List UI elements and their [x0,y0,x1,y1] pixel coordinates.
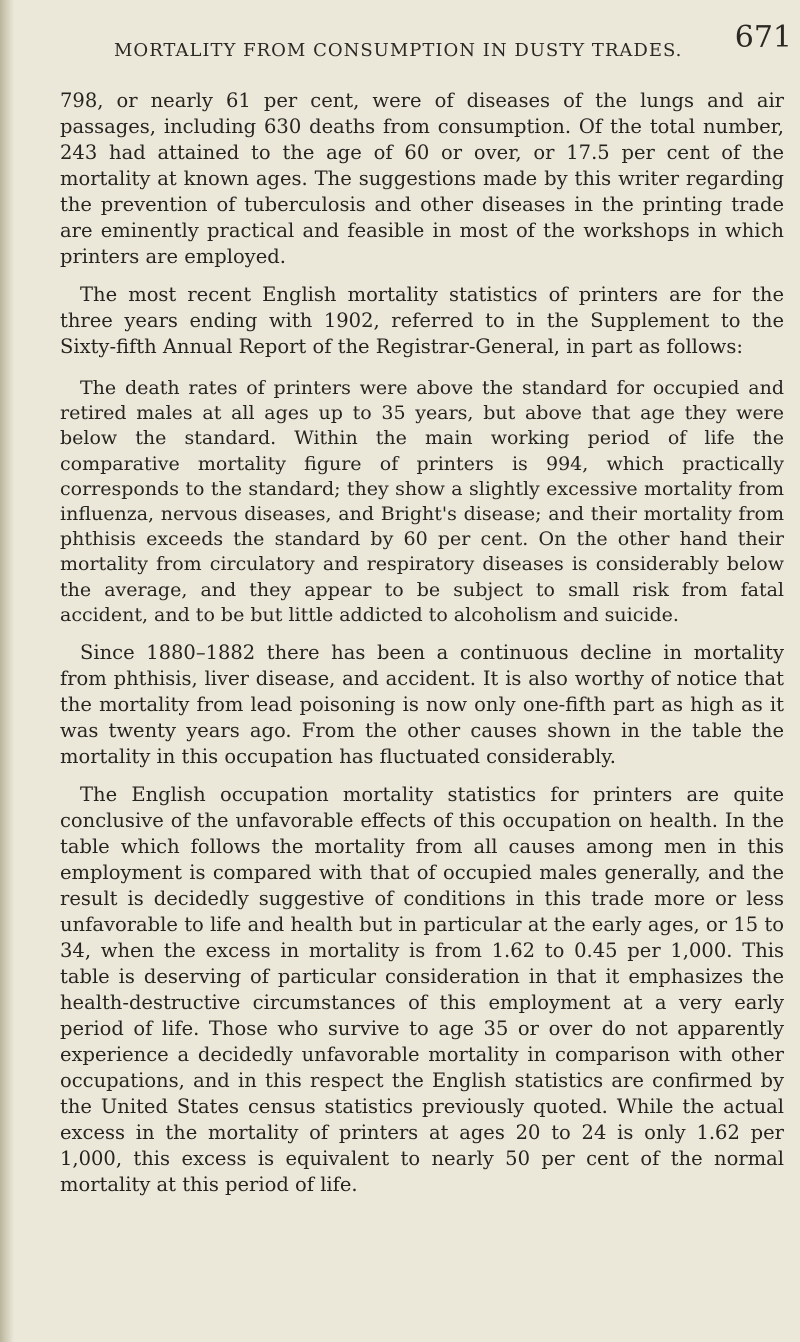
paragraph-intro-quote: The most recent English mortality statistics of printers are for the three years ending with 1902, referred to in the Supplement to the Sixty-fifth Annual Report of the Registrar-General, in part as follows: [60,283,784,358]
paragraph-continuation: 798, or nearly 61 per cent, were of diseases of the lungs and air passages, including 630 deaths from consumption. Of the total number, 243 had attained to the age of 60 or over, or 17.5 per cent of the mortality at known ages. The suggestions made by this writer regarding the prevention of tuberculosis and other diseases in the printing trade are eminently practical and feasible in most of the workshops in which printers are employed. [60,89,784,268]
page-number: 671 [734,20,792,55]
running-head-title: MORTALITY FROM CONSUMPTION IN DUSTY TRADES. [114,40,683,61]
body-text [60,88,784,1198]
page-binding-edge [0,0,14,1342]
paragraph-conclusion: The English occupation mortality statistics for printers are quite conclusive of the unfavorable effects of this occupation on health. In the table which follows the mortality from all causes among men in this employment is compared with that of occupied males generally, and the result is decidedly suggestive of conditions in this trade more or less unfavorable to life and health but in particular at the early ages, or 15 to 34, when the excess in mortality is from 1.62 to 0.45 per 1,000. This table is deserving of particular consideration in that it emphasizes the health-destructive circumstances of this employment at a very early period of life. Those who survive to age 35 or over do not apparently experience a decidedly unfavorable mortality in comparison with other occupations, and in this respect the English statistics are confirmed by the United States census statistics previously quoted. While the actual excess in the mortality of printers at ages 20 to 24 is only 1.62 per 1,000, this excess is equivalent to nearly 50 per cent of the normal mortality at this period of life. [60,783,784,1197]
paragraph-decline: Since 1880–1882 there has been a continuous decline in mortality from phthisis, liver disease, and accident. It is also worthy of notice that the mortality from lead poisoning is now only one-fifth part as high as it was twenty years ago. From the other causes shown in the table the mortality in this occupation has fluctuated considerably. [60,641,784,769]
book-page [60,18,792,1210]
paragraph-quoted-report: The death rates of printers were above the standard for occupied and retired males at all ages up to 35 years, but above that age they were below the standard. Within the main working period of life the comparative mortality figure of printers is 994, which practically corresponds to the standard; they show a slightly excessive mortality from influenza, nervous diseases, and Bright's disease; and their mortality from phthisis exceeds the standard by 60 per cent. On the other hand their mortality from circulatory and respiratory diseases is considerably below the average, and they appear to be subject to small risk from fatal accident, and to be but little addicted to alcoholism and suicide. [60,377,784,626]
running-head [60,18,792,70]
